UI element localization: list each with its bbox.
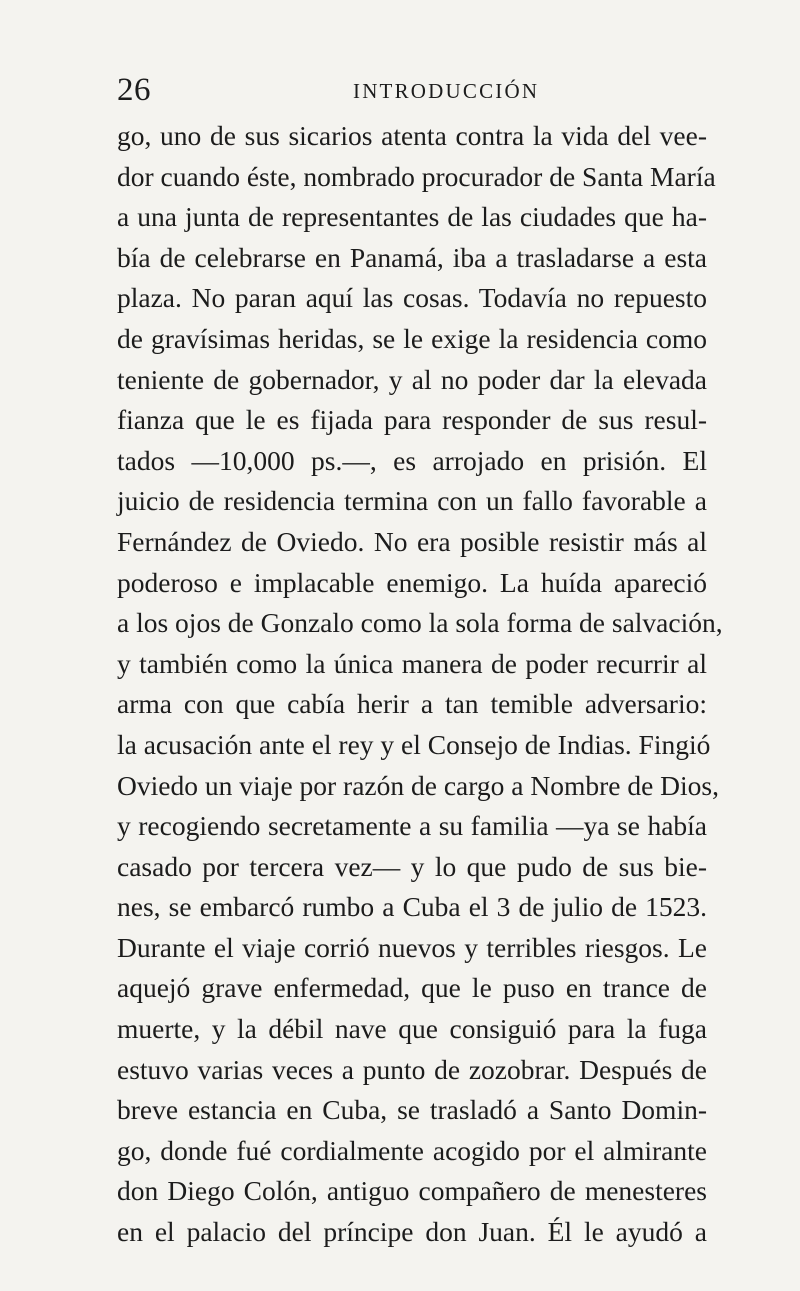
text-line: a una junta de representantes de las ciudades que ha- bbox=[117, 201, 707, 233]
page-header bbox=[117, 70, 677, 110]
text-line: y también como la única manera de poder recurrir al bbox=[117, 647, 707, 679]
page-number: 26 bbox=[117, 72, 151, 108]
text-line: teniente de gobernador, y al no poder dar la elevada bbox=[117, 363, 707, 395]
text-line: fianza que le es fijada para responder de sus resul- bbox=[117, 404, 707, 436]
text-line: poderoso e implacable enemigo. La huída apareció bbox=[117, 566, 707, 598]
text-line: Oviedo un viaje por razón de cargo a Nombre de Dios, bbox=[117, 769, 720, 801]
text-line: breve estancia en Cuba, se trasladó a Santo Domin- bbox=[117, 1094, 707, 1126]
text-line: juicio de residencia termina con un fallo favorable a bbox=[117, 485, 707, 517]
text-line: arma con que cabía herir a tan temible adversario: bbox=[117, 688, 707, 720]
text-line: en el palacio del príncipe don Juan. Él le ayudó a bbox=[117, 1216, 707, 1248]
text-line: nes, se embarcó rumbo a Cuba el 3 de julio de 1523. bbox=[117, 891, 707, 923]
text-line: y recogiendo secretamente a su familia —ya se había bbox=[117, 810, 707, 842]
text-line: la acusación ante el rey y el Consejo de Indias. Fingió bbox=[117, 728, 711, 760]
text-line: dor cuando éste, nombrado procurador de Santa María bbox=[117, 160, 716, 192]
text-line: don Diego Colón, antiguo compañero de menesteres bbox=[117, 1175, 707, 1207]
text-line: muerte, y la débil nave que consiguió para la fuga bbox=[117, 1013, 707, 1045]
text-line: bía de celebrarse en Panamá, iba a trasladarse a esta bbox=[117, 241, 707, 273]
body-text bbox=[117, 116, 723, 1253]
text-line: a los ojos de Gonzalo como la sola forma de salvación, bbox=[117, 607, 723, 639]
text-line: go, uno de sus sicarios atenta contra la vida del vee- bbox=[117, 120, 707, 151]
text-line: casado por tercera vez— y lo que pudo de sus bie- bbox=[117, 850, 707, 882]
text-line: Fernández de Oviedo. No era posible resistir más al bbox=[117, 525, 707, 557]
text-line: aquejó grave enfermedad, que le puso en trance de bbox=[117, 972, 707, 1004]
running-title: INTRODUCCIÓN bbox=[353, 79, 540, 103]
text-line: de gravísimas heridas, se le exige la residencia como bbox=[117, 322, 707, 354]
text-line: Durante el viaje corrió nuevos y terribles riesgos. Le bbox=[117, 931, 707, 963]
text-line: plaza. No paran aquí las cosas. Todavía no repuesto bbox=[117, 282, 707, 314]
text-line: go, donde fué cordialmente acogido por el almirante bbox=[117, 1134, 707, 1166]
text-line: tados —10,000 ps.—, es arrojado en prisión. El bbox=[117, 444, 707, 476]
text-line: estuvo varias veces a punto de zozobrar. Después de bbox=[117, 1053, 707, 1085]
